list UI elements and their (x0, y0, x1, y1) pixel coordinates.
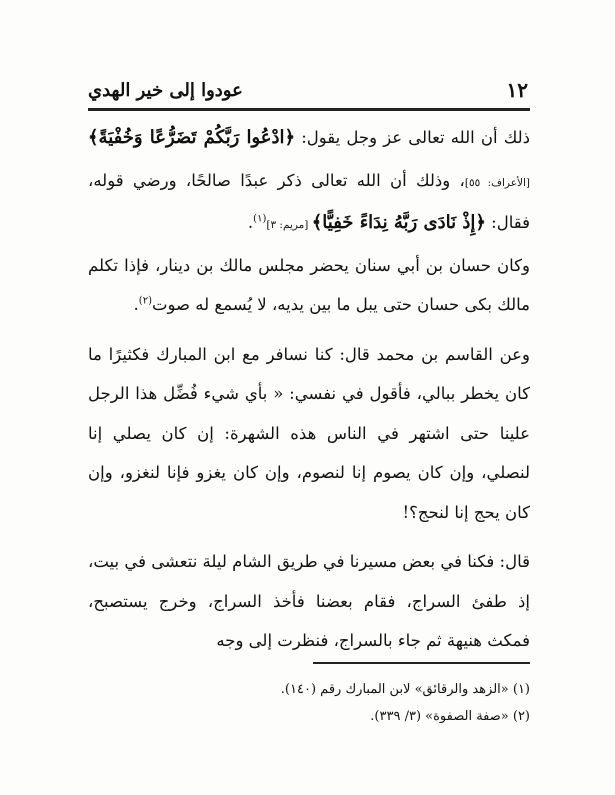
header-rule (88, 108, 530, 111)
footnote-rule (313, 662, 530, 664)
page-number: ١٢ (506, 78, 528, 102)
paragraph-3: وعن القاسم بن محمد قال: كنا نسافر مع ابن المبارك فكثيرًا ما كان يخطر ببالي، فأقول في نفسي: « بأي شيء فُضِّل هذا الرجل علينا حتى اشتهر في الناس هذه الشهرة: إن كان يصلي إنا لنصلي، وإن كان يصوم إنا لنصوم، وإن كان يغزو فإنا لنغزو، وإن كان يحج إنا لنحج؟! (88, 344, 530, 522)
verse-reference-2: [مريم: ٣] (266, 219, 312, 231)
main-text (88, 118, 530, 661)
footnotes (88, 676, 530, 730)
page-header (88, 76, 528, 104)
quran-verse-2: ﴿إِذْ نَادَى رَبَّهُ نِدَاءً خَفِيًّا﴾ (311, 212, 486, 233)
paragraph-2 (88, 246, 530, 325)
paragraph-2-end: . (133, 295, 139, 314)
footnote-marker-2: (٢) (138, 295, 152, 307)
verse-reference-1: [الأعراف: ٥٥] (464, 176, 530, 189)
footnote-1: (١) «الزهد والرقائق» لابن المبارك رقم (١٤٠). (280, 682, 530, 697)
quran-verse-1: ﴿ادْعُوا رَبَّكُمْ تَضَرُّعًا وَخُفْيَةً﴾ (88, 127, 296, 148)
paragraph-1-intro: ذلك أن الله تعالى عز وجل يقول: (295, 128, 530, 147)
running-title: عودوا إلى خير الهدي (88, 79, 243, 101)
paragraph-2-text: وكان حسان بن أبي سنان يحضر مجلس مالك بن دينار، فإذا تكلم مالك بكى حسان حتى يبل ما بين يديه، لا يُسمع له صوت (88, 255, 530, 314)
footnote-marker-1: (١) (253, 213, 267, 225)
paragraph-1 (88, 118, 530, 246)
paragraph-4: قال: فكنا في بعض مسيرنا في طريق الشام ليلة نتعشى في بيت، إذ طفئ السراج، فقام بعضنا فأخذ السراج، وخرج يستصبح، فمكث هنيهة ثم جاء بالسراج، فنظرت إلى وجه (88, 552, 530, 650)
paragraph-1-end: . (247, 213, 254, 232)
paragraph-1-middle: ، وذلك أن الله تعالى ذكر عبدًا صالحًا، ورضي قوله، فقال: (88, 170, 530, 232)
footnote-2: (٢) «صفة الصفوة» (٣/ ٣٣٩). (370, 709, 530, 724)
